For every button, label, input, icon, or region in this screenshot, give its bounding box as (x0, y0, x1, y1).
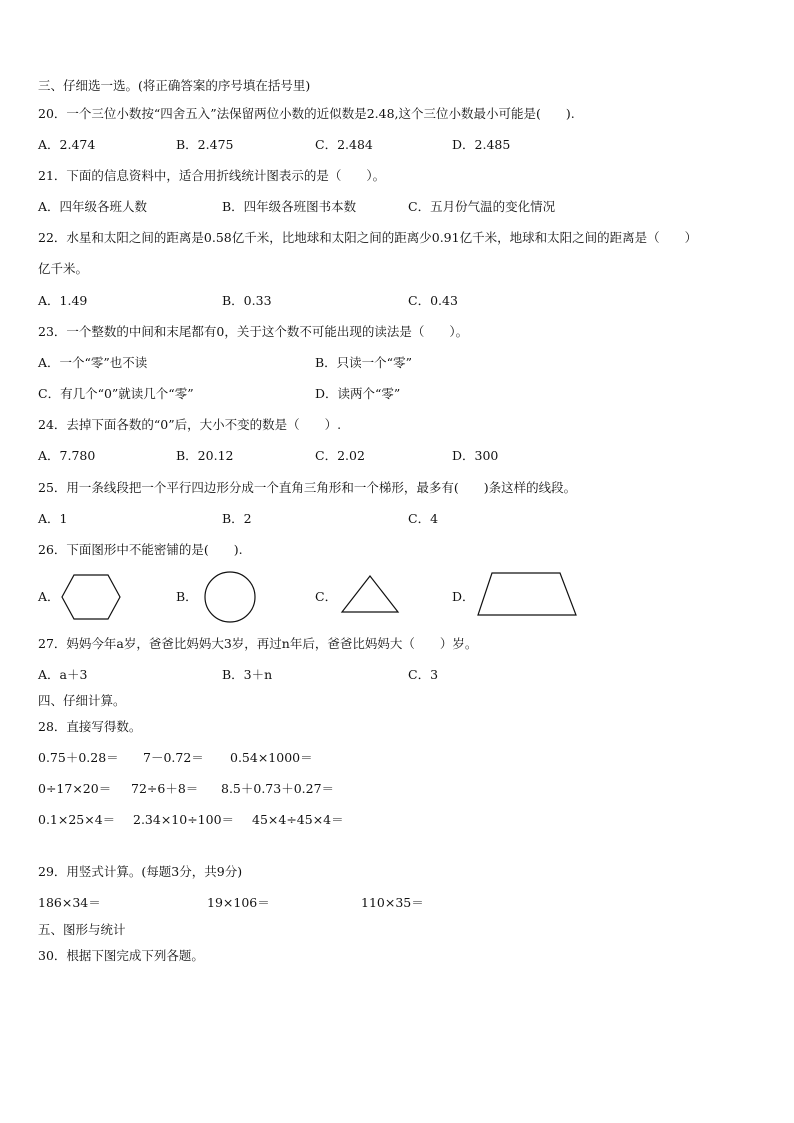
q23-option-c: C．有几个“0”就读几个“零” (38, 386, 194, 401)
q21-stem: 21．下面的信息资料中，适合用折线统计图表示的是（ ）。 (38, 168, 386, 183)
q26-option-c: C． (315, 589, 338, 604)
q20-option-c: C．2.484 (315, 137, 373, 152)
q21-option-b: B．四年级各班图书本数 (222, 199, 357, 214)
q24-stem: 24．去掉下面各数的“0”后，大小不变的数是（ ）. (38, 417, 342, 432)
q28-calc: 2.34×10÷100＝ (133, 812, 235, 827)
q28-calc: 0.54×1000＝ (230, 750, 313, 765)
q20-stem: 20．一个三位小数按“四舍五入”法保留两位小数的近似数是2.48,这个三位小数最小可能是( ). (38, 106, 575, 121)
q20-option-b: B．2.475 (176, 137, 234, 152)
circle-shape (203, 570, 257, 624)
hexagon-shape (60, 573, 122, 621)
q26-option-d: D． (452, 589, 475, 604)
q28-calc: 45×4÷45×4＝ (252, 812, 344, 827)
q24-option-b: B．20.12 (176, 448, 234, 463)
q22-stem-continued: 亿千米。 (38, 261, 89, 276)
q24-option-a: A．7.780 (38, 448, 96, 463)
q27-option-a: A．a＋3 (38, 667, 88, 682)
q20-option-d: D．2.485 (452, 137, 511, 152)
q26-stem: 26．下面图形中不能密铺的是( ). (38, 542, 243, 557)
q29-item: 19×106＝ (207, 895, 270, 910)
q26-option-a: A． (38, 589, 60, 604)
q25-option-c: C．4 (408, 511, 439, 526)
q28-calc: 0÷17×20＝ (38, 781, 112, 796)
q24-option-c: C．2.02 (315, 448, 365, 463)
q28-calc: 0.1×25×4＝ (38, 812, 116, 827)
section5-title: 五、图形与统计 (38, 922, 126, 937)
q28-stem: 28．直接写得数。 (38, 719, 142, 734)
q23-option-a: A．一个“零”也不读 (38, 355, 148, 370)
q27-option-b: B．3＋n (222, 667, 273, 682)
q22-stem: 22．水星和太阳之间的距离是0.58亿千米，比地球和太阳之间的距离少0.91亿千米，地球和太阳之间的距离是（ ） (38, 230, 698, 245)
q29-stem: 29．用竖式计算。(每题3分，共9分) (38, 864, 243, 879)
q25-option-b: B．2 (222, 511, 252, 526)
q28-calc: 8.5＋0.73＋0.27＝ (221, 781, 335, 796)
section3-title: 三、仔细选一选。(将正确答案的序号填在括号里) (38, 78, 311, 93)
q23-option-b: B．只读一个“零” (315, 355, 412, 370)
section4-title: 四、仔细计算。 (38, 693, 126, 708)
triangle-shape (340, 574, 402, 614)
q22-option-a: A．1.49 (38, 293, 88, 308)
q28-calc: 72÷6＋8＝ (131, 781, 199, 796)
q28-calc: 0.75＋0.28＝ (38, 750, 119, 765)
q23-option-d: D．读两个“零” (315, 386, 401, 401)
q21-option-c: C．五月份气温的变化情况 (408, 199, 556, 214)
q22-option-b: B．0.33 (222, 293, 272, 308)
q23-stem: 23．一个整数的中间和末尾都有0，关于这个数不可能出现的读法是（ ）。 (38, 324, 469, 339)
trapezoid-shape (474, 571, 580, 619)
q27-option-c: C．3 (408, 667, 439, 682)
q29-item: 110×35＝ (361, 895, 424, 910)
q25-option-a: A．1 (38, 511, 68, 526)
q27-stem: 27．妈妈今年a岁，爸爸比妈妈大3岁，再过n年后，爸爸比妈妈大（ ）岁。 (38, 636, 478, 651)
q24-option-d: D．300 (452, 448, 499, 463)
q25-stem: 25．用一条线段把一个平行四边形分成一个直角三角形和一个梯形，最多有( )条这样的线段。 (38, 480, 577, 495)
q30-stem: 30．根据下图完成下列各题。 (38, 948, 204, 963)
q21-option-a: A．四年级各班人数 (38, 199, 148, 214)
q28-calc: 7－0.72＝ (143, 750, 204, 765)
q26-option-b: B． (176, 589, 198, 604)
q29-item: 186×34＝ (38, 895, 101, 910)
q20-option-a: A．2.474 (38, 137, 96, 152)
q22-option-c: C．0.43 (408, 293, 458, 308)
